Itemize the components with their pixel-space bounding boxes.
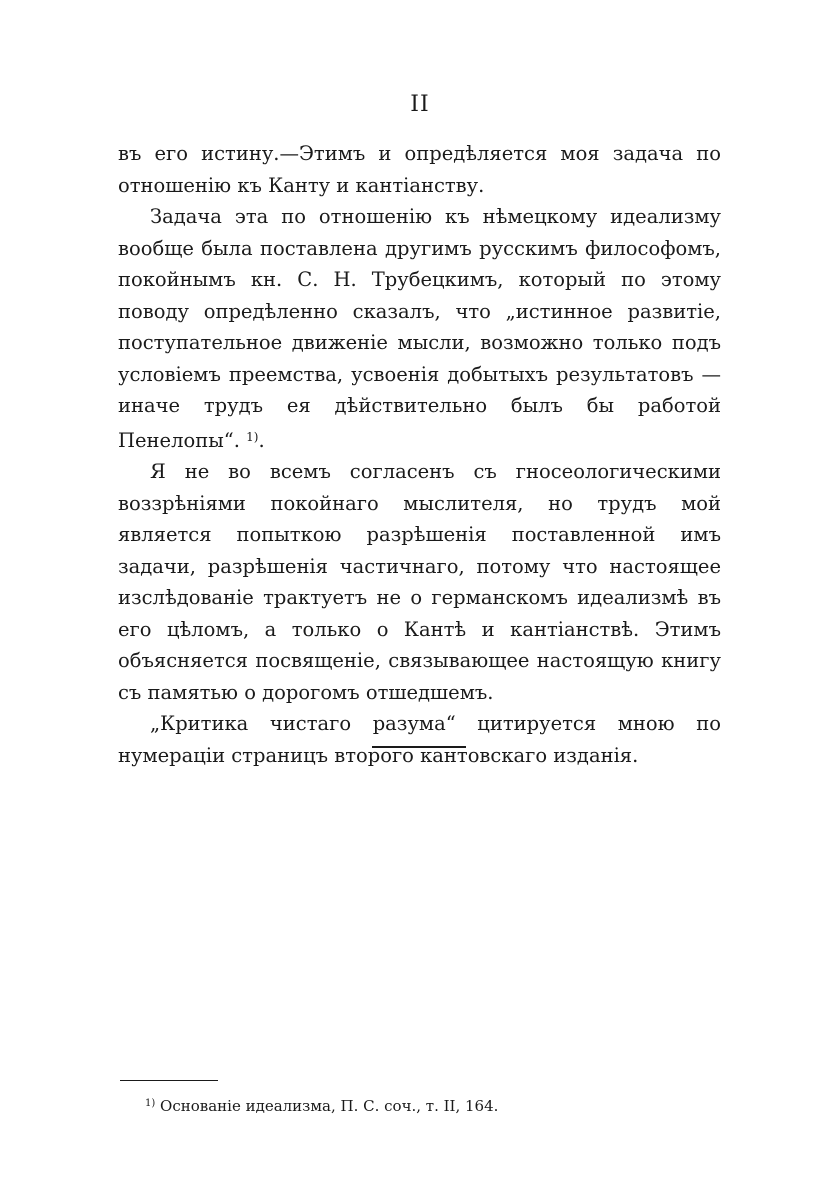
paragraph-3: Я не во всемъ согласенъ съ гносеологическими воззрѣніями покойнаго мыслителя, но трудъ мой является попыткою разрѣшенія поставленной имъ задачи, разрѣшенія частичнаго, потому что настоящее изслѣдованіе трактуетъ не о германскомъ идеализмѣ въ его цѣломъ, а только о Кантѣ и кантіанствѣ. Этимъ объясняется посвященіе, связывающее настоящую книгу съ памятью о дорогомъ отшедшемъ.	[118, 460, 721, 704]
footnote	[145, 1094, 498, 1116]
footnote-rule	[120, 1080, 218, 1081]
footnote-marker: 1)	[145, 1098, 156, 1109]
paragraph-4: „Критика чистаго разума“ цитируется мною по нумераціи страницъ второго кантовскаго изданія.	[118, 712, 721, 767]
paragraph-2-tail: .	[258, 428, 265, 452]
body-text	[118, 138, 721, 771]
paragraph-2-text: Задача эта по отношенію къ нѣмецкому идеализму вообще была поставлена другимъ русскимъ философомъ, покойнымъ кн. С. Н. Трубецкимъ, который по этому поводу опредѣленно сказалъ, что „истинное развитіе, поступательное движеніе мысли, возможно только подъ условіемъ преемства, усвоенія добытыхъ результатовъ — иначе трудъ ея дѣйствительно былъ бы работой Пенелопы“.	[118, 205, 721, 452]
footnote-reference[interactable]: 1)	[246, 429, 259, 444]
paragraph-2	[118, 201, 721, 456]
footnote-text: Основаніе идеализма, П. С. соч., т. II, 164.	[160, 1097, 499, 1115]
paragraph-1: въ его истину.—Этимъ и опредѣляется моя задача по отношенію къ Канту и кантіанству.	[118, 142, 721, 197]
page-number: II	[410, 92, 430, 117]
section-divider	[372, 746, 466, 748]
